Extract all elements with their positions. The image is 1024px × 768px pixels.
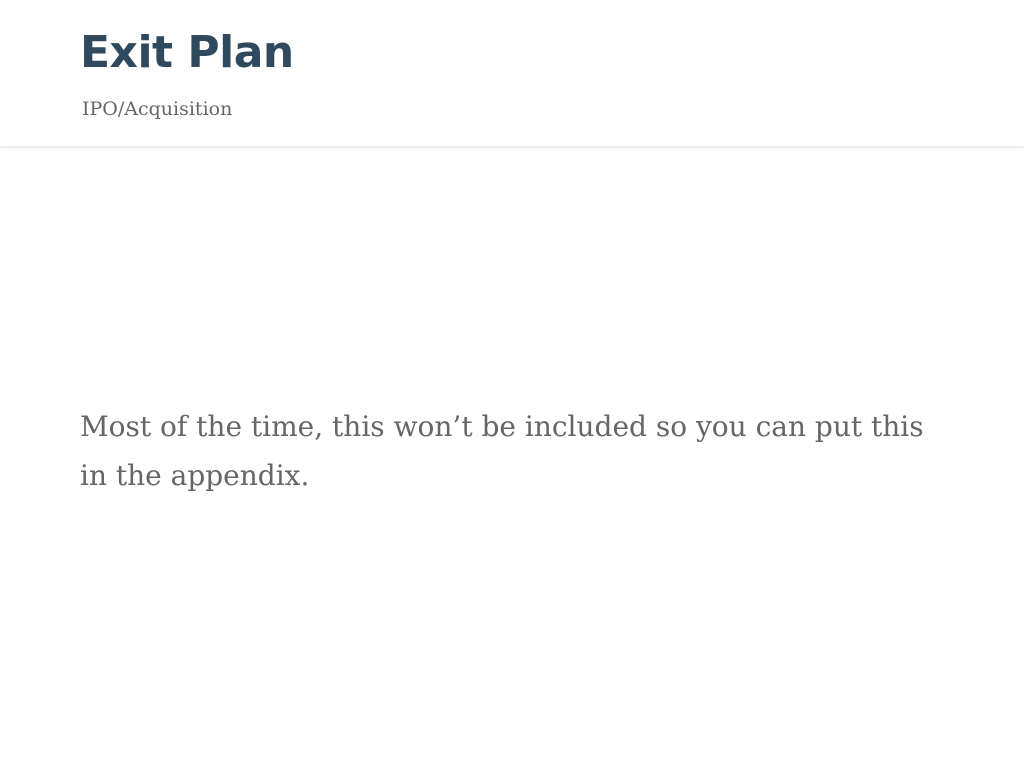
slide-header <box>0 0 1024 147</box>
slide-body-text: Most of the time, this won’t be included so you can put this in the appendix. <box>80 410 924 492</box>
slide-subtitle: IPO/Acquisition <box>82 98 233 120</box>
slide-title: Exit Plan <box>80 27 294 78</box>
